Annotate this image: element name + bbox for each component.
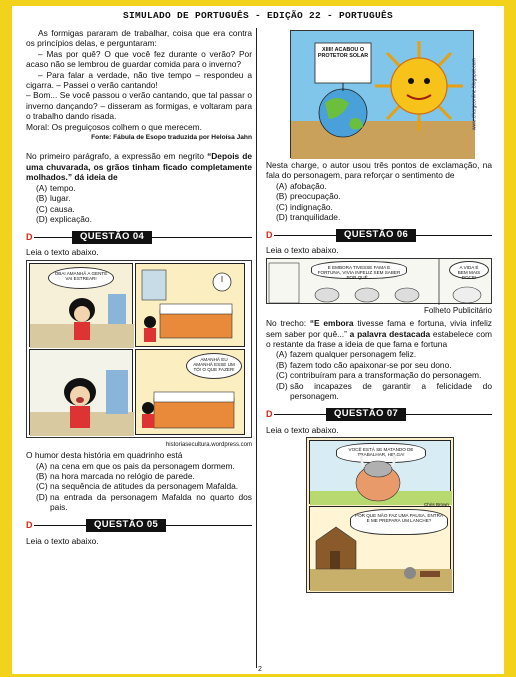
- q7-intro: Leia o texto abaixo.: [266, 424, 339, 435]
- q6-stem: No trecho: “E embora tivesse fama e fortuna, vivia infeliz sem saber por quê...” a palavra destacada estabelece com o restante da frase a ideia de que fama e fortuna: [266, 318, 492, 350]
- q6-option-b[interactable]: (B) fazem todo cão apaixonar-se por seu dono.: [276, 359, 452, 370]
- q3-options: [36, 183, 252, 225]
- comic-credit: historiasecultura.wordpress.com: [165, 441, 252, 448]
- hagar-panel-1: [309, 440, 451, 504]
- q6-option-d[interactable]: (D) são incapazes de garantir a felicidade do personagem.: [276, 380, 492, 402]
- comic-signature: Chris Brown: [423, 501, 449, 507]
- q3-stem-bold: “Depois de uma chuvarada, os grãos tinham ficado completamente molhados.”: [26, 151, 252, 183]
- ad-bubble-1: E EMBORA TIVESSE FAMA E FORTUNA, VIVIA INFELIZ SEM SABER POR QUÊ...: [311, 261, 407, 279]
- ad-caption: Folheto Publicitário: [423, 305, 492, 315]
- q7-tag: QUESTÃO 07: [326, 408, 406, 420]
- q3-stem-a: No primeiro parágrafo, a expressão em negrito: [26, 151, 204, 162]
- bed-scene-icon: [136, 350, 246, 436]
- q5-stem: Nesta charge, o autor usou três pontos de exclamação, na fala do personagem, para reforçar o sentimento de: [266, 160, 492, 181]
- fable-source: Fonte: Fábula de Esopo traduzida por Heloísa Jahn: [91, 134, 252, 142]
- ad-bubble-2: A VIDA É BEM MAIS DOCE!: [449, 261, 489, 279]
- comic-panel-3: [29, 349, 133, 435]
- q4-option-c[interactable]: (C) na sequência de atitudes da personagem Mafalda.: [36, 481, 239, 492]
- sun-sign-text: XIIII! ACABOU O PROTETOR SOLAR: [317, 47, 369, 60]
- hagar-panel-2: [309, 506, 451, 590]
- q5-header: [26, 519, 252, 533]
- comic-panel-2: [135, 263, 245, 347]
- q7-header: [266, 408, 492, 422]
- fable-paragraph-4: – Bom... Se você passou o verão cantando, que tal passar o inverno dançando? – disseram as formigas, e voltaram para o trabalho dando risada.: [26, 90, 252, 122]
- sleeping-parents-icon: [136, 264, 246, 348]
- right-column: [266, 28, 492, 595]
- comic-panel-1: [29, 263, 133, 347]
- q6-intro: Leia o texto abaixo.: [266, 245, 339, 256]
- viking-icon: [310, 441, 452, 505]
- bullet-icon: D: [266, 230, 273, 241]
- mafalda-comic: [26, 260, 252, 438]
- bullet-icon: D: [266, 409, 273, 420]
- q6-option-c[interactable]: (C) contribuíram para a transformação do personagem.: [276, 370, 482, 381]
- q4-option-a[interactable]: (A) na cena em que os pais da personagem dormem.: [36, 460, 235, 471]
- page-number: 2: [258, 666, 262, 673]
- comic-panel-4: [135, 349, 245, 435]
- left-column: [26, 28, 252, 546]
- q3-option-d[interactable]: (D) explicação.: [36, 213, 92, 224]
- q5-option-c[interactable]: (C) indignação.: [276, 201, 333, 212]
- q3-option-b[interactable]: (B) lugar.: [36, 193, 71, 204]
- q4-stem: O humor desta história em quadrinho está: [26, 450, 183, 461]
- comic-bubble-1: OBA! AMANHÃ A GENTE VAI ESTREAR!: [48, 267, 114, 289]
- q4-header: [26, 230, 252, 244]
- fable-paragraph-2: – Mas por quê? O que você fez durante o verão? Por acaso não se lembrou de guardar comida para o inverno?: [26, 48, 252, 70]
- q5-option-b[interactable]: (B) preocupação.: [276, 191, 341, 202]
- q4-options: [36, 461, 252, 513]
- comic-bubble-2: AMANHÃ EU AMANHÃ ESSE UM TÓ! O QUE FAZER!: [186, 353, 242, 379]
- q5-intro: Leia o texto abaixo.: [26, 535, 99, 546]
- hagar-bubble-2: POR QUE NÃO FAZ UMA PAUSA, ENTRA E ME PREPARA UM LANCHE?: [350, 509, 448, 535]
- q6-header: [266, 228, 492, 242]
- q6-tag: QUESTÃO 06: [336, 229, 416, 241]
- q5-tag: QUESTÃO 05: [86, 519, 166, 531]
- q3-stem: [26, 151, 252, 182]
- q4-option-d[interactable]: (D) na entrada da personagem Mafalda no quarto dos pais.: [36, 491, 252, 513]
- house-and-field-icon: [310, 507, 452, 591]
- q4-option-b[interactable]: (B) na hora marcada no relógio de parede.: [36, 470, 195, 481]
- fable-paragraph-3: – Para falar a verdade, não tive tempo – respondeu a cigarra. – Passei o verão cantando!: [26, 69, 252, 91]
- q3-stem-b: dá ideia de: [74, 172, 118, 183]
- q5-option-d[interactable]: (D) tranquilidade.: [276, 212, 341, 223]
- q3-option-c[interactable]: (C) causa.: [36, 203, 75, 214]
- q5-option-a[interactable]: (A) afobação.: [276, 180, 327, 191]
- q5-options: [276, 181, 492, 223]
- page-title: SIMULADO DE PORTUGUÊS - EDIÇÃO 22 - PORTUGUÊS: [122, 10, 394, 21]
- q4-intro: Leia o texto abaixo.: [26, 247, 99, 258]
- fable-moral: Moral: Os preguiçosos colhem o que merecem.: [26, 121, 202, 132]
- girl-yawning-icon: [30, 350, 134, 436]
- hagar-comic: [306, 437, 454, 593]
- fable-paragraph-1: As formigas pararam de trabalhar, coisa que era contra os princípios delas, e perguntaram:: [26, 28, 252, 49]
- bullet-icon: D: [26, 232, 33, 243]
- girl-walking-icon: [30, 264, 134, 348]
- q6-option-a[interactable]: (A) fazem qualquer personagem feliz.: [276, 349, 417, 360]
- sun-cartoon: [290, 30, 478, 158]
- q6-options: [276, 349, 492, 401]
- column-divider: [256, 28, 257, 668]
- dog-strip-icon: [267, 259, 493, 305]
- bullet-icon: D: [26, 520, 33, 531]
- q3-option-a[interactable]: (A) tempo.: [36, 182, 76, 193]
- exam-page: [12, 6, 504, 674]
- hagar-bubble-1: VOCÊ ESTÁ SE MATANDO DE TRABALHAR, HELGA!: [336, 443, 426, 463]
- dog-ad-strip: [266, 258, 492, 304]
- q4-tag: QUESTÃO 04: [72, 231, 152, 243]
- charge-credit: www.chargeonline.blogspot.com: [471, 58, 478, 131]
